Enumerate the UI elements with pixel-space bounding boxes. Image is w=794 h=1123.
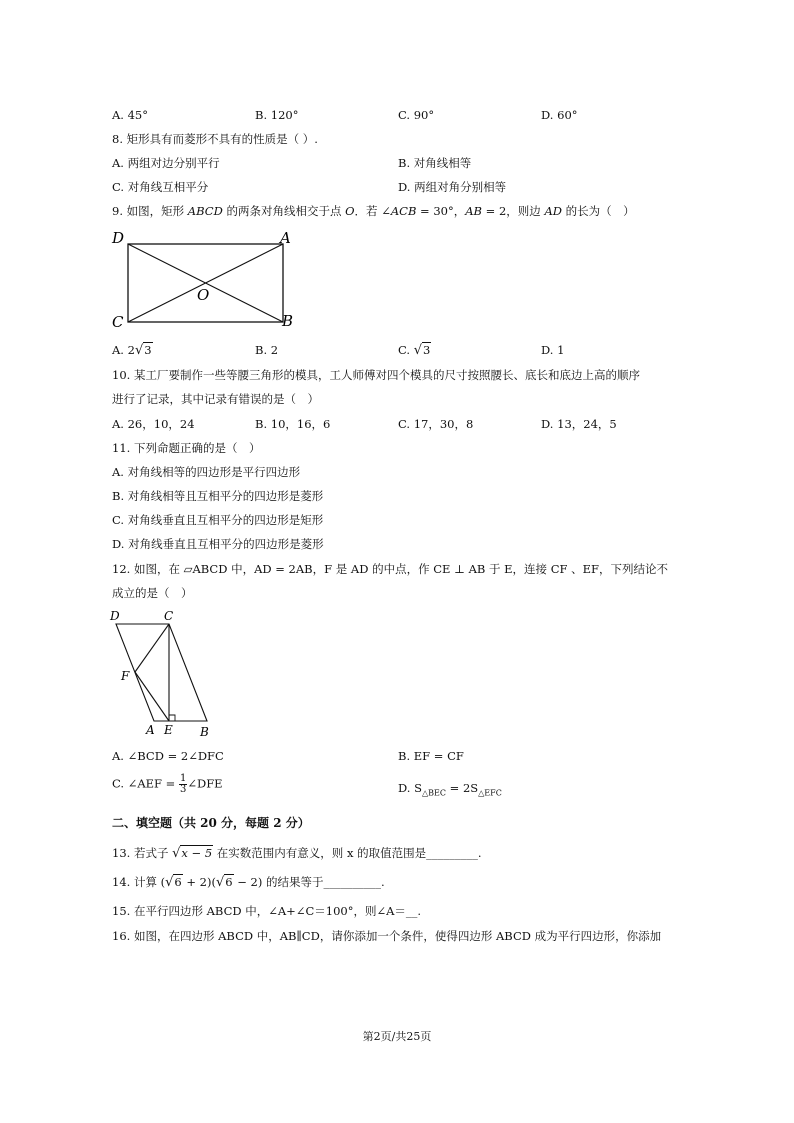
- q8-option-c: C. 对角线互相平分: [112, 180, 209, 194]
- q12-stem-line2: 成立的是（ ）: [112, 586, 193, 600]
- section-fill-in-heading: 二、填空题（共 20 分，每题 2 分）: [112, 816, 310, 830]
- q12-option-d: D. $S_{\triangle BEC} = 2S_{\triangle EFC}$: [398, 781, 502, 798]
- q10-option-a: A. 26，10，24: [112, 417, 195, 431]
- q12-segment-cf: [135, 624, 169, 672]
- q9-option-c: C. √3: [398, 343, 431, 358]
- q7-option-d: D. 60°: [541, 108, 578, 122]
- q9-label-o: O: [197, 286, 210, 304]
- q13-stem: 13. 若式子 √x − 5 在实数范围内有意义，则 x 的取值范围是_________.: [112, 846, 482, 861]
- q16-stem: 16. 如图，在四边形 ABCD 中，AB∥CD，请你添加一个条件，使得四边形 ABCD 成为平行四边形，你添加: [112, 929, 662, 943]
- q11-option-b: B. 对角线相等且互相平分的四边形是菱形: [112, 489, 324, 503]
- q12-parallelogram: [116, 624, 207, 721]
- q12-label-d: D: [110, 609, 120, 623]
- q8-option-a: A. 两组对边分别平行: [112, 156, 220, 170]
- q12-option-b: B. EF = CF: [398, 749, 464, 763]
- q12-label-e: E: [164, 723, 173, 737]
- q8-option-b: B. 对角线相等: [398, 156, 472, 170]
- q10-stem-line2: 进行了记录，其中记录有错误的是（ ）: [112, 392, 319, 406]
- q12-label-a: A: [146, 723, 155, 737]
- page-footer: 第2页/共25页: [362, 1030, 432, 1043]
- q12-label-f: F: [121, 669, 130, 683]
- q10-option-d: D. 13，24，5: [541, 417, 617, 431]
- q12-segment-ef: [135, 672, 169, 721]
- q11-stem: 11. 下列命题正确的是（ ）: [112, 441, 261, 455]
- q9-option-d: D. 1: [541, 343, 565, 357]
- q9-label-a: A: [280, 229, 291, 247]
- q12-option-c: C. ∠AEF = $\frac{1}{3}$ ∠DFE: [112, 773, 223, 795]
- q7-option-a: A. 45°: [112, 108, 148, 122]
- q7-option-c: C. 90°: [398, 108, 435, 122]
- q8-stem: 8. 矩形具有而菱形不具有的性质是（ ）.: [112, 132, 318, 146]
- q12-parallelogram-figure: [106, 606, 218, 740]
- q9-label-b: B: [282, 312, 294, 330]
- q9-label-c: C: [112, 313, 124, 331]
- q11-option-a: A. 对角线相等的四边形是平行四边形: [112, 465, 301, 479]
- q7-option-b: B. 120°: [255, 108, 299, 122]
- q9-option-b: B. 2: [255, 343, 279, 357]
- q9-label-d: D: [112, 229, 125, 247]
- q10-stem-line1: 10. 某工厂要制作一些等腰三角形的模具，工人师傅对四个模具的尺寸按照腰长、底长和底边上高的顺序: [112, 368, 640, 382]
- q14-stem: 14. 计算 (√6 + 2)(√6 − 2) 的结果等于__________.: [112, 875, 385, 890]
- q12-label-c: C: [164, 609, 174, 623]
- q15-stem: 15. 在平行四边形 ABCD 中，∠A+∠C＝100°，则∠A＝__.: [112, 904, 422, 918]
- q10-option-c: C. 17，30，8: [398, 417, 474, 431]
- q11-option-d: D. 对角线垂直且互相平分的四边形是菱形: [112, 537, 324, 551]
- q12-label-b: B: [200, 725, 209, 739]
- q9-stem: 9. 如图，矩形 ABCD 的两条对角线相交于点 O．若 ∠ACB = 30°，AB = 2，则边 AD 的长为（ ）: [112, 204, 635, 218]
- q12-fraction: $\frac{1}{3}$: [179, 773, 187, 795]
- q9-option-a: A. 2√3: [112, 343, 152, 358]
- q12-option-a: A. ∠BCD = 2∠DFC: [112, 749, 224, 763]
- q9-rectangle-figure: [108, 226, 304, 332]
- q10-option-b: B. 10，16，6: [255, 417, 331, 431]
- q12-stem-line1: 12. 如图，在 ▱ABCD 中，AD = 2AB，F 是 AD 的中点，作 CE ⊥ AB 于 E，连接 CF 、EF，下列结论不: [112, 562, 669, 576]
- q12-right-angle-mark: [169, 715, 175, 721]
- q11-option-c: C. 对角线垂直且互相平分的四边形是矩形: [112, 513, 324, 527]
- q8-option-d: D. 两组对角分别相等: [398, 180, 507, 194]
